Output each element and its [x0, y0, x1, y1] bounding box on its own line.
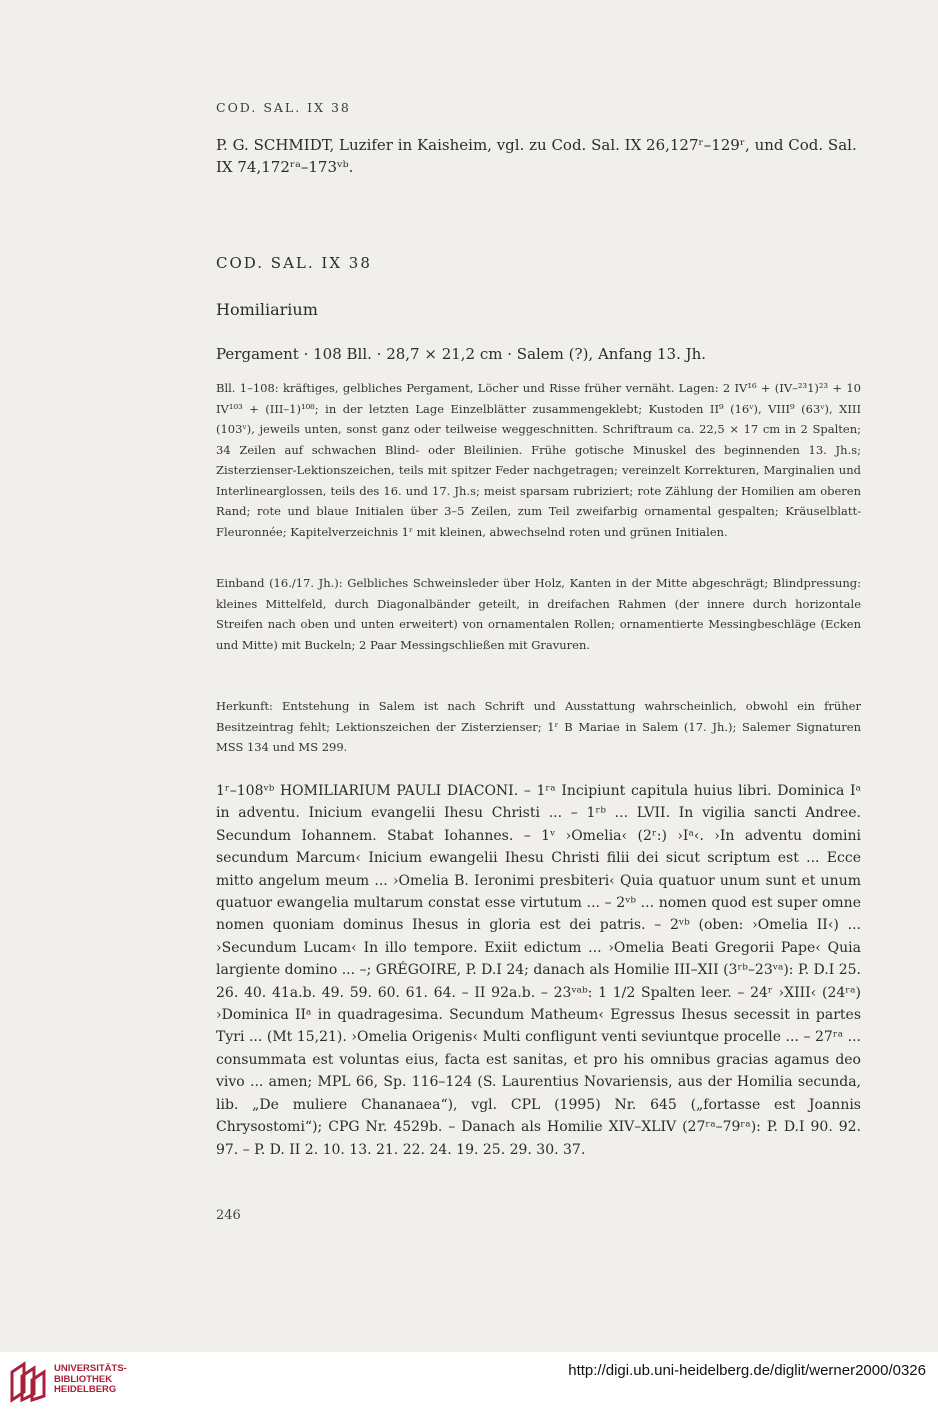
codex-heading: COD. SAL. IX 38 — [216, 254, 372, 272]
running-head: COD. SAL. IX 38 — [216, 100, 351, 115]
library-logo-text — [54, 1364, 127, 1396]
logo-line-3: HEIDELBERG — [54, 1384, 117, 1395]
content-description: 1ʳ–108ᵛᵇ HOMILIARIUM PAULI DIACONI. – 1ʳᵃ Incipiunt capitula huius libri. Dominica Iᵃ in adventu. Inicium evangelii Ihesu Christi ... – 1ʳᵇ ... LVII. In vigilia sancti Andree. Secundum Iohannem. Stabat Iohannes. – 1ᵛ ›Omelia‹ (2ʳ:) ›Iᵃ‹. ›In adventu domini secundum Marcum‹ Inicium ewangelii Ihesu Christi filii dei sicut scriptum est ... Ecce mitto angelum meum ... ›Omelia B. Ieronimi presbiteri‹ Quia quatuor unum sunt et unum quatuor ewangelia multarum constat esse virtutum ... – 2ᵛᵇ ... nomen quod est super omne nomen quoniam dominus Ihesus in gloria est dei patris. – 2ᵛᵇ (oben: ›Omelia II‹) ... ›Secundum Lucam‹ In illo tempore. Exiit edictum ... ›Omelia Beati Gregorii Pape‹ Quia largiente domino ... –; GRÉGOIRE, P. D.I 24; danach als Homilie III–XII (3ʳᵇ–23ᵛᵃ): P. D.I 25. 26. 40. 41a.b. 49. 59. 60. 61. 64. – II 92a.b. – 23ᵛᵃᵇ: 1 1/2 Spalten leer. – 24ʳ ›XIII‹ (24ʳᵃ) ›Dominica IIᵃ in quadragesima. Secundum Matheum‹ Egressus Ihesus secessit in partes Tyri ... (Mt 15,21). ›Omelia Origenis‹ Multi confligunt venti seviuntque procelle ... – 27ʳᵃ ... consummata est voluntas eius, facta est sanitas, et pro his omnibus gracias agamus deo vivo ... amen; MPL 66, Sp. 116–124 (S. Laurentius Novariensis, aus der Homilia secunda, lib. „De muliere Chananaea“), vgl. CPL (1995) Nr. 645 („fortasse est Joannis Chrysostomi“); CPG Nr. 4529b. – Danach als Homilie XIV–XLIV (27ʳᵃ–79ʳᵃ): P. D.I 90. 92. 97. – P. D. II 2. 10. 13. 21. 22. 24. 19. 25. 29. 30. 37. — [216, 783, 861, 1158]
logo-line-2: BIBLIOTHEK — [54, 1373, 113, 1385]
source-url-link[interactable]: http://digi.ub.uni-heidelberg.de/diglit/werner2000/0326 — [568, 1362, 926, 1379]
codex-title: Homiliarium — [216, 300, 318, 319]
library-logo-icon — [8, 1360, 48, 1404]
footer-bar — [0, 1352, 938, 1419]
provenance-description: Herkunft: Entstehung in Salem ist nach Schrift und Ausstattung wahrscheinlich, obwohl ein früher Besitzeintrag fehlt; Lektionszeichen der Zisterzienser; 1ʳ B Mariae in Salem (17. Jh.); Salemer Signaturen MSS 134 und MS 299. — [216, 699, 861, 754]
page-number: 246 — [216, 1208, 241, 1223]
codex-meta-line: Pergament · 108 Bll. · 28,7 × 21,2 cm · Salem (?), Anfang 13. Jh. — [216, 345, 707, 363]
binding-description: Einband (16./17. Jh.): Gelbliches Schweinsleder über Holz, Kanten in der Mitte abgeschrägt; Blindpressung: kleines Mittelfeld, durch Diagonalbänder geteilt, in dreifachen Rahmen (der innere durch horizontale Streifen nach oben und unten erweitert) von ornamentalen Rollen; ornamentierte Messingbeschläge (Ecken und Mitte) mit Buckeln; 2 Paar Messingschließen mit Gravuren. — [216, 576, 861, 652]
physical-description: Bll. 1–108: kräftiges, gelbliches Pergament, Löcher und Risse früher vernäht. Lagen: 2 IV¹⁶ + (IV–²³1)²³ + 10 IV¹⁰³ + (III–1)¹⁰⁸; in der letzten Lage Einzelblätter zusammengeklebt; Kustoden II⁹ (16ᵛ), VIII⁹ (63ᵛ), XIII (103ᵛ), jeweils unten, sonst ganz oder teilweise weggeschnitten. Schriftraum ca. 22,5 × 17 cm in 2 Spalten; 34 Zeilen auf schwachen Blind- oder Bleilinien. Frühe gotische Minuskel des beginnenden 13. Jh.s; Zisterzienser-Lektionszeichen, teils mit spitzer Feder nachgetragen; vereinzelt Korrekturen, Marginalien und Interlinearglossen, teils des 16. und 17. Jh.s; meist sparsam rubriziert; rote Zählung der Homilien am oberen Rand; rote und blaue Initialen über 3–5 Zeilen, zum Teil zweifarbig ornamental gespalten; Kräuselblatt-Fleuronnée; Kapitelverzeichnis 1ʳ mit kleinen, abwechselnd roten und grünen Initialen. — [216, 381, 861, 539]
reference-note: P. G. SCHMIDT, Luzifer in Kaisheim, vgl. zu Cod. Sal. IX 26,127ʳ–129ʳ, und Cod. Sal. IX 74,172ʳᵃ–173ᵛᵇ. — [216, 136, 857, 176]
logo-line-1: UNIVERSITÄTS- — [54, 1363, 127, 1374]
